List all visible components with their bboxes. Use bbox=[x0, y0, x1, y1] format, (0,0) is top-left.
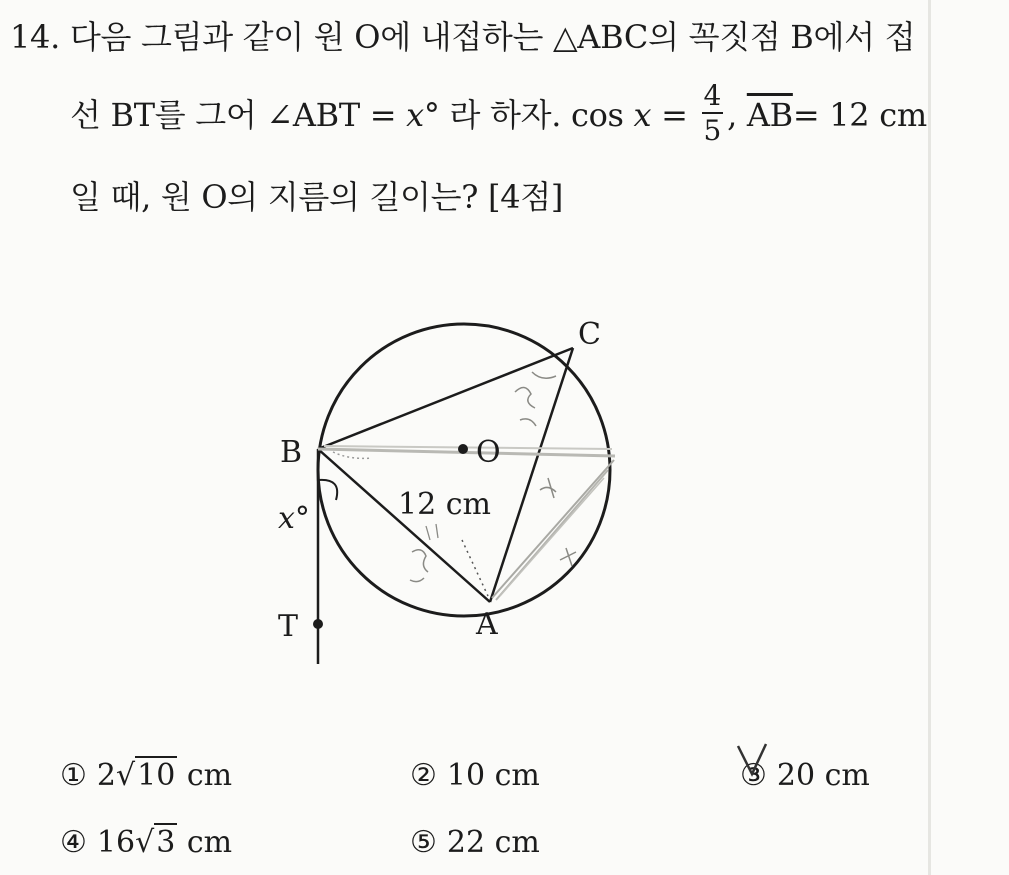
pencil-scribble-2 bbox=[540, 478, 556, 498]
pencil-chord-3 bbox=[500, 478, 604, 596]
question-text-3: 일 때, 원 O의 지름의 길이는? [4점] bbox=[70, 178, 564, 216]
segment-ab-line bbox=[318, 449, 490, 602]
label-b: B bbox=[280, 435, 303, 470]
question-text-2a: 선 BT를 그어 ∠ABT = bbox=[70, 96, 407, 134]
sqrt-symbol: √10 bbox=[116, 758, 176, 793]
label-c: C bbox=[578, 317, 601, 352]
choice-4-unit: cm bbox=[186, 825, 233, 860]
center-point-o bbox=[458, 444, 468, 454]
choice-1[interactable] bbox=[60, 758, 232, 793]
pencil-dotted-arc bbox=[333, 452, 372, 458]
pencil-scribble-3 bbox=[410, 550, 428, 582]
choice-1-coef: 2 bbox=[96, 758, 116, 793]
label-t: T bbox=[278, 609, 299, 644]
variable-x: x bbox=[406, 96, 424, 134]
point-t bbox=[313, 619, 323, 629]
label-side-length: 12 cm bbox=[398, 487, 491, 522]
equals-sign: = bbox=[651, 96, 698, 134]
segment-ca bbox=[490, 348, 573, 602]
label-o: O bbox=[476, 435, 501, 470]
comma: , bbox=[727, 96, 747, 134]
label-angle-x: x° bbox=[278, 501, 310, 536]
segment-ab: $\overline{AB}$ bbox=[746, 96, 793, 134]
choice-5-mark: ⑤ bbox=[410, 825, 437, 860]
question-number: 14. bbox=[10, 18, 60, 56]
pencil-ticks bbox=[426, 524, 438, 540]
fraction-denominator: 5 bbox=[703, 114, 722, 147]
pencil-scribble-1 bbox=[515, 387, 536, 426]
choice-4-radicand: 3 bbox=[156, 825, 176, 860]
label-a: A bbox=[476, 607, 498, 642]
choice-1-mark: ① bbox=[60, 758, 87, 793]
choice-3-text: 20 cm bbox=[776, 758, 870, 793]
choice-4-mark: ④ bbox=[60, 825, 87, 860]
question-text-2c: = 12 cm bbox=[792, 96, 927, 134]
choice-4[interactable] bbox=[60, 825, 232, 860]
choice-2-text: 10 cm bbox=[446, 758, 540, 793]
pencil-line-2 bbox=[324, 446, 612, 449]
checkmark-icon bbox=[736, 742, 776, 782]
fraction-numerator: 4 bbox=[703, 79, 722, 112]
choice-5[interactable] bbox=[410, 825, 540, 860]
choice-5-text: 22 cm bbox=[446, 825, 540, 860]
choice-3-mark: ③ bbox=[740, 758, 767, 793]
choice-1-unit: cm bbox=[186, 758, 233, 793]
segment-bc bbox=[318, 348, 573, 449]
pencil-angle-c bbox=[532, 372, 556, 378]
pencil-chord-1 bbox=[492, 460, 614, 598]
choice-1-radicand: 10 bbox=[137, 758, 176, 793]
question-text-2b: ° 라 하자. cos bbox=[423, 96, 634, 134]
sqrt-symbol-2: √3 bbox=[135, 825, 176, 860]
question-text-1: 다음 그림과 같이 원 O에 내접하는 △ABC의 꼭짓점 B에서 접 bbox=[69, 18, 916, 56]
choice-2-mark: ② bbox=[410, 758, 437, 793]
choice-2[interactable] bbox=[410, 758, 540, 793]
pencil-scribble-4 bbox=[560, 548, 576, 566]
variable-x-2: x bbox=[633, 96, 652, 134]
choice-4-coef: 16 bbox=[96, 825, 136, 860]
